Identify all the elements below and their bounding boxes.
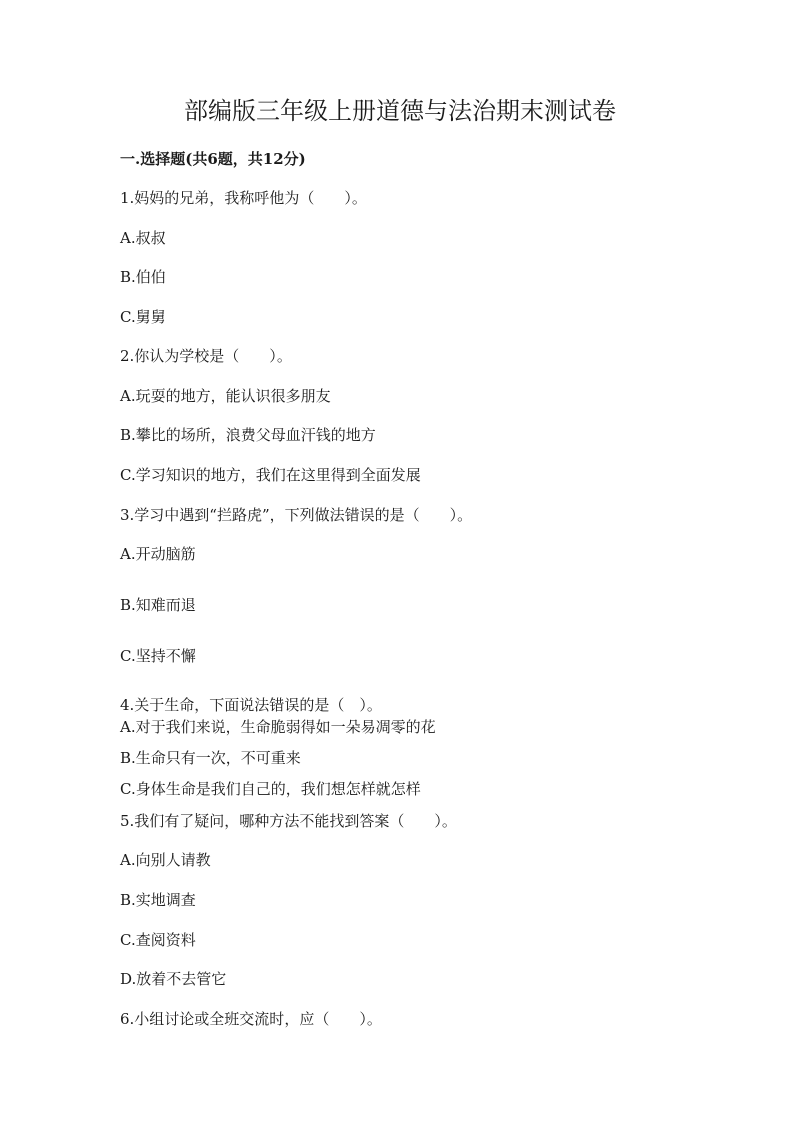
question-4-option-a: A.对于我们来说，生命脆弱得如一朵易凋零的花 (120, 718, 436, 736)
question-5-option-b: B.实地调查 (120, 891, 196, 909)
question-4-stem: 4.关于生命，下面说法错误的是（ ）。 (120, 696, 382, 714)
question-5-option-d: D.放着不去管它 (120, 970, 227, 988)
section-heading: 一.选择题(共6题，共12分) (120, 150, 306, 168)
question-4-option-c: C.身体生命是我们自己的，我们想怎样就怎样 (120, 780, 421, 798)
question-1-option-a: A.叔叔 (120, 229, 166, 247)
page-title: 部编版三年级上册道德与法治期末测试卷 (184, 97, 616, 125)
question-5-option-a: A.向别人请教 (120, 851, 211, 869)
question-4-option-b: B.生命只有一次，不可重来 (120, 749, 301, 767)
question-5-stem: 5.我们有了疑问，哪种方法不能找到答案（ ）。 (120, 812, 457, 830)
question-3-option-a: A.开动脑筋 (120, 545, 196, 563)
question-1-stem: 1.妈妈的兄弟，我称呼他为（ ）。 (120, 189, 367, 207)
question-3-stem: 3.学习中遇到“拦路虎”，下列做法错误的是（ ）。 (120, 506, 473, 524)
question-3-option-c: C.坚持不懈 (120, 647, 196, 665)
question-1-option-c: C.舅舅 (120, 308, 166, 326)
question-2-option-b: B.攀比的场所，浪费父母血汗钱的地方 (120, 426, 376, 444)
question-6-stem: 6.小组讨论或全班交流时，应（ ）。 (120, 1010, 382, 1028)
question-2-stem: 2.你认为学校是（ ）。 (120, 347, 292, 365)
question-1-option-b: B.伯伯 (120, 268, 166, 286)
question-2-option-a: A.玩耍的地方，能认识很多朋友 (120, 387, 331, 405)
question-3-option-b: B.知难而退 (120, 596, 196, 614)
question-5-option-c: C.查阅资料 (120, 931, 196, 949)
question-2-option-c: C.学习知识的地方，我们在这里得到全面发展 (120, 466, 421, 484)
